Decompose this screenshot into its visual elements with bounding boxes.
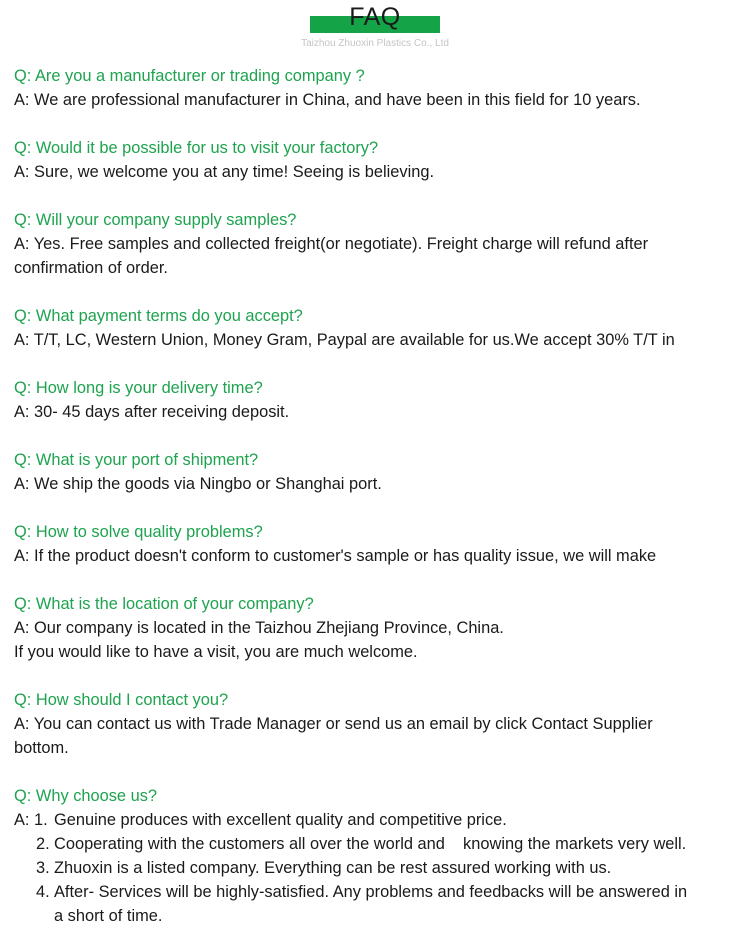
answer: A: T/T, LC, Western Union, Money Gram, Paypal are available for us.We accept 30% T/T in: [14, 331, 675, 349]
faq-item-why-choose-us: [14, 784, 744, 928]
question: Q: What payment terms do you accept?: [14, 307, 303, 325]
question: Q: Will your company supply samples?: [14, 211, 297, 229]
faq-item: [14, 448, 744, 496]
question: Q: Would it be possible for us to visit your factory?: [14, 139, 379, 157]
reason-item: [14, 808, 744, 832]
reason-text: Cooperating with the customers all over the world and knowing the markets very well.: [54, 835, 687, 853]
reason-number: 2.: [36, 835, 50, 853]
question: Q: How should I contact you?: [14, 691, 229, 709]
question: Q: What is your port of shipment?: [14, 451, 259, 469]
answer-continued: bottom.: [14, 739, 69, 757]
reason-number: A: 1.: [14, 811, 48, 829]
faq-item: [14, 64, 744, 112]
faq-item: [14, 520, 744, 568]
answer-continued: If you would like to have a visit, you are much welcome.: [14, 643, 418, 661]
reason-text: Zhuoxin is a listed company. Everything can be rest assured working with us.: [54, 859, 612, 877]
reason-item: [14, 832, 744, 856]
reason-number: 3.: [36, 859, 50, 877]
faq-list: [14, 64, 744, 952]
answer: A: Yes. Free samples and collected freight(or negotiate). Freight charge will refund after: [14, 235, 649, 253]
question: Q: What is the location of your company?: [14, 595, 314, 613]
answer-continued: confirmation of order.: [14, 259, 168, 277]
question: Q: Why choose us?: [14, 787, 158, 805]
answer: A: We are professional manufacturer in China, and have been in this field for 10 years.: [14, 91, 641, 109]
answer: A: We ship the goods via Ningbo or Shanghai port.: [14, 475, 382, 493]
reasons-list: [14, 808, 744, 928]
company-subtitle: Taizhou Zhuoxin Plastics Co., Ltd: [301, 38, 449, 49]
question: Q: Are you a manufacturer or trading company ?: [14, 67, 365, 85]
question: Q: How to solve quality problems?: [14, 523, 263, 541]
faq-item: [14, 688, 744, 760]
reason-item: [14, 880, 744, 928]
question: Q: How long is your delivery time?: [14, 379, 263, 397]
reason-item: [14, 856, 744, 880]
faq-item: [14, 376, 744, 424]
answer: A: You can contact us with Trade Manager or send us an email by click Contact Supplier: [14, 715, 653, 733]
answer: A: 30- 45 days after receiving deposit.: [14, 403, 290, 421]
reason-number: 4.: [36, 883, 50, 901]
answer: A: Sure, we welcome you at any time! Seeing is believing.: [14, 163, 434, 181]
faq-item: [14, 208, 744, 280]
reason-text: Genuine produces with excellent quality and competitive price.: [54, 811, 507, 829]
faq-item: [14, 592, 744, 664]
faq-header: [0, 0, 750, 60]
answer: A: Our company is located in the Taizhou Zhejiang Province, China.: [14, 619, 504, 637]
reason-text-continued: a short of time.: [54, 907, 163, 925]
answer: A: If the product doesn't conform to customer's sample or has quality issue, we will make: [14, 547, 657, 565]
faq-item: [14, 304, 744, 352]
page-title: FAQ: [349, 3, 401, 31]
faq-item: [14, 136, 744, 184]
reason-text: After- Services will be highly-satisfied. Any problems and feedbacks will be answered in: [54, 883, 688, 901]
